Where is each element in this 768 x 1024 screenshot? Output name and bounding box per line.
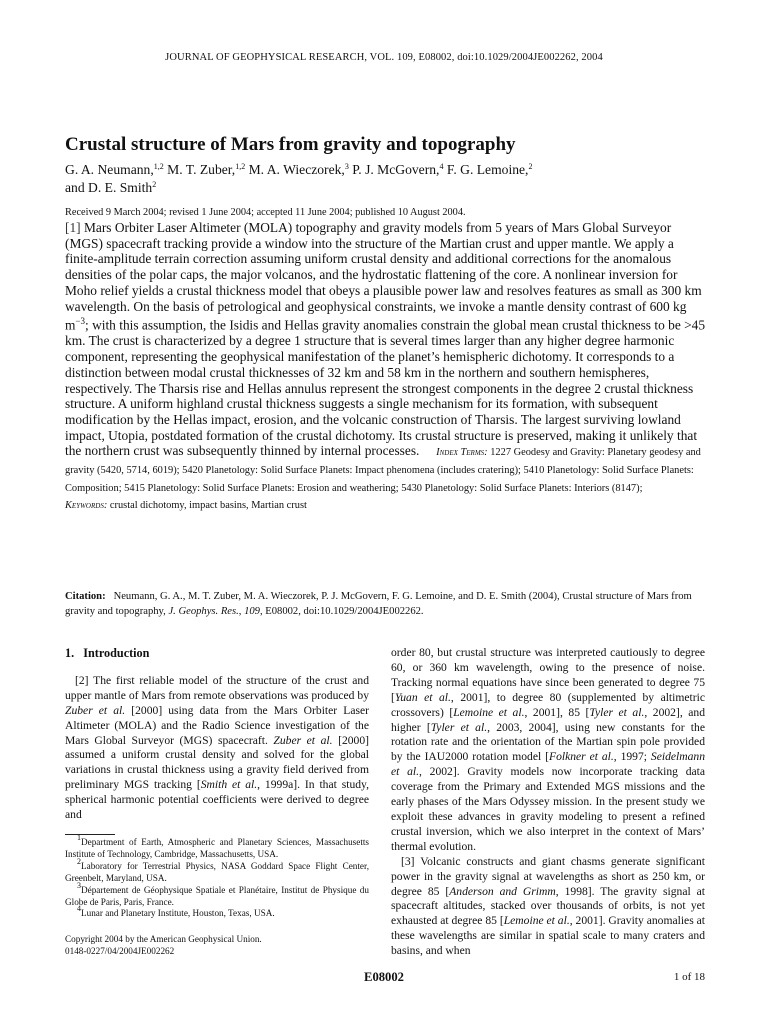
reference: Zuber et al. [273,733,333,747]
index-terms-label: Index Terms: [436,447,488,459]
affiliation-mark: 4 [439,162,444,171]
citation-journal: J. Geophys. Res. [168,606,239,617]
unit-exponent: −3 [75,316,85,327]
citation-tail: , E08002, doi:10.1029/2004JE002262. [259,606,424,617]
reference: Smith et al. [200,778,258,792]
abstract [65,220,706,514]
keywords-label: Keywords: [65,500,108,512]
author-list [65,161,705,197]
section-heading: 1. Introduction [65,646,150,660]
copyright-line: Copyright 2004 by the American Geophysical Union. [65,934,262,944]
footnotes [65,833,369,920]
author-name: M. T. Zuber, [167,162,236,177]
copyright-notice [65,934,369,957]
reference: Lemoine et al. [503,914,570,928]
author-name: and D. E. Smith [65,180,153,195]
footnote: $^4$Lunar and Planetary Institute, Houston, Texas, USA. [77,904,275,919]
keywords: crustal dichotomy, impact basins, Martian crust [109,500,307,512]
reference: Tyler et al. [430,720,488,734]
reference: Lemoine et al. [453,705,525,719]
author-name: F. G. Lemoine, [446,162,529,177]
reference: Zuber et al. [65,703,126,717]
citation-text: Neumann, G. A., M. T. Zuber, M. A. Wieczorek, P. J. McGovern, F. G. Lemoine, and D. E. Smith (2004), Crustal structure of Mars from gravity and topography, [65,591,692,617]
received-dates: Received 9 March 2004; revised 1 June 2004; accepted 11 June 2004; published 10 August 2004. [65,207,466,218]
paragraph-number: [3] [401,854,415,868]
paragraph: [2] The first reliable model of the structure of the crust and upper mantle of Mars from remote observations was produced by Zuber et al. [2000] using data from the Mars Orbiter Laser Altimeter (MOLA) and the Radio Science investigation of the Mars Global Surveyor (MGS) spacecraft. Zuber et al. [2000] assumed a uniform crustal density and solved for the global variations in crustal thickness using a gravity field derived from preliminary MGS tracking [Smith et al., 1999a]. In that study, spherical harmonic potential coefficients were derived to degree and [65,673,369,822]
citation-label: Citation: [65,591,106,602]
column-right [391,646,705,959]
affiliation-mark: 2 [152,180,157,189]
journal-header: JOURNAL OF GEOPHYSICAL RESEARCH, VOL. 109, E08002, doi:10.1029/2004JE002262, 2004 [165,52,603,63]
issn-line: 0148-0227/04/2004JE002262 [65,945,175,956]
paragraph: order 80, but crustal structure was interpreted cautiously to degree 60, or 360 km wavelength, owing to the presence of noise. Tracking normal equations have since been generated to degree 75 [Yuan et al., 2001], to degree 80 (supplemented by altimetric crossovers) [Lemoine et al., 2001], 85 [Tyler et al., 2002], and higher [Tyler et al., 2003, 2004], using new constants for the rotation rate and the orientation of the Martian spin pole provided by the IAU2000 rotation model [Folkner et al., 1997; Seidelmann et al., 2002]. Gravity models now incorporate tracking data coverage from the Primary and Extended MGS missions and the early phases of the Mars Odyssey mission. In the present study we exploit these advances in gravity modeling to present a refined crustal inversion, which we also interpret in the context of Mars’ thermal evolution. [391,646,706,853]
column-left [65,646,369,823]
reference: Anderson and Grimm [449,884,556,898]
author-name: M. A. Wieczorek, [248,162,345,177]
footnote-divider [65,834,115,835]
affiliation-mark: 1,2 [153,162,164,171]
citation-volume: 109 [244,606,260,617]
article-code: E08002 [364,970,404,984]
index-terms: 1227 Geodesy and Gravity: Planetary geodesy and gravity (5420, 5714, 6019); 5420 Planetology: Solid Surface Planets: Impact phenomena (includes cratering); 5410 Planetology: Solid Surface Planets: Composition; 5415 Planetology: Solid Surface Planets: Erosion and weathering; 5430 Planetology: Solid Surface Planets: Interiors (8147); [65,447,701,494]
page-number: 1 of 18 [673,971,705,983]
paragraph-number: [1] [65,220,81,235]
reference: Tyler et al. [589,705,645,719]
footnote: $^2$Laboratory for Terrestrial Physics, NASA Goddard Space Flight Center, Greenbelt, Maryland, USA. [65,856,369,883]
footnote: $^3$Département de Géophysique Spatiale et Planétaire, Institut de Physique du Globe de Paris, Paris, France. [65,880,369,907]
footnote: $^1$Department of Earth, Atmospheric and Planetary Sciences, Massachusetts Institute of Technology, Cambridge, Massachusetts, USA. [65,833,369,859]
reference: Seidelmann et al. [391,750,705,779]
abstract-text: Mars Orbiter Laser Altimeter (MOLA) topography and gravity models from 5 years of Mars Global Surveyor (MGS) spacecraft tracking provide a window into the structure of the Martian crust and upper mantle. We apply a finite-amplitude terrain correction assuming uniform crustal density and additional corrections for the anomalous densities of the polar caps, the major volcanos, and the hydrostatic flattening of the core. A nonlinear inversion for Moho relief yields a crustal thickness model that obeys a plausible power law and resolves features as small as 300 km wavelength. On the basis of petrological and geophysical constraints, we invoke a mantle density contrast of 600 kg m [65,220,702,333]
affiliation-mark: 2 [528,162,533,171]
citation: Citation: Neumann, G. A., M. T. Zuber, M. A. Wieczorek, P. J. McGovern, F. G. Lemoine, and D. E. Smith (2004), Crustal structure of Mars from gravity and topography, J. Geophys. Res., 109, E08002, doi:10.1029/2004JE002262. [65,591,692,617]
paragraph: [3] Volcanic constructs and giant chasms generate significant power in the gravity signal at wavelengths as short as 250 km, or degree 85 [Anderson and Grimm, 1998]. The gravity signal at spacecraft altitudes, stacked over thousands of orbits, is not yet exhausted at degree 85 [Lemoine et al., 2001]. Gravity anomalies at these wavelengths are similar in spatial scale to many craters and basins, and when [391,854,705,958]
author-name: G. A. Neumann, [65,162,154,177]
paragraph-number: [2] [75,673,89,687]
abstract-text: ; with this assumption, the Isidis and Hellas gravity anomalies constrain the global mean crustal thickness to be >45 km. The crust is characterized by a degree 1 structure that is several times larger than any higher degree harmonic component, representing the geophysical manifestation of the planet’s hemispheric dichotomy. It corresponds to a distinction between modal crustal thicknesses of 32 km and 58 km in the northern and southern hemispheres, respectively. The Tharsis rise and Hellas annulus represent the strongest components in the degree 2 crustal thickness structure. A uniform highland crustal thickness suggests a single mechanism for its formation, with subsequent modification by the Hellas impact, erosion, and the volcanic construction of Tharsis. The largest surviving lowland impact, Utopia, postdated formation of the crustal dichotomy. Its crustal structure is preserved, making it unlikely that the northern crust was subsequently thinned by internal processes. [65,317,706,459]
reference: Folkner et al. [548,750,614,764]
affiliation-mark: 1,2 [235,162,246,171]
affiliation-mark: 3 [344,162,349,171]
article-title: Crustal structure of Mars from gravity and topography [65,134,516,155]
author-name: P. J. McGovern, [352,162,440,177]
reference: Yuan et al. [394,690,451,704]
